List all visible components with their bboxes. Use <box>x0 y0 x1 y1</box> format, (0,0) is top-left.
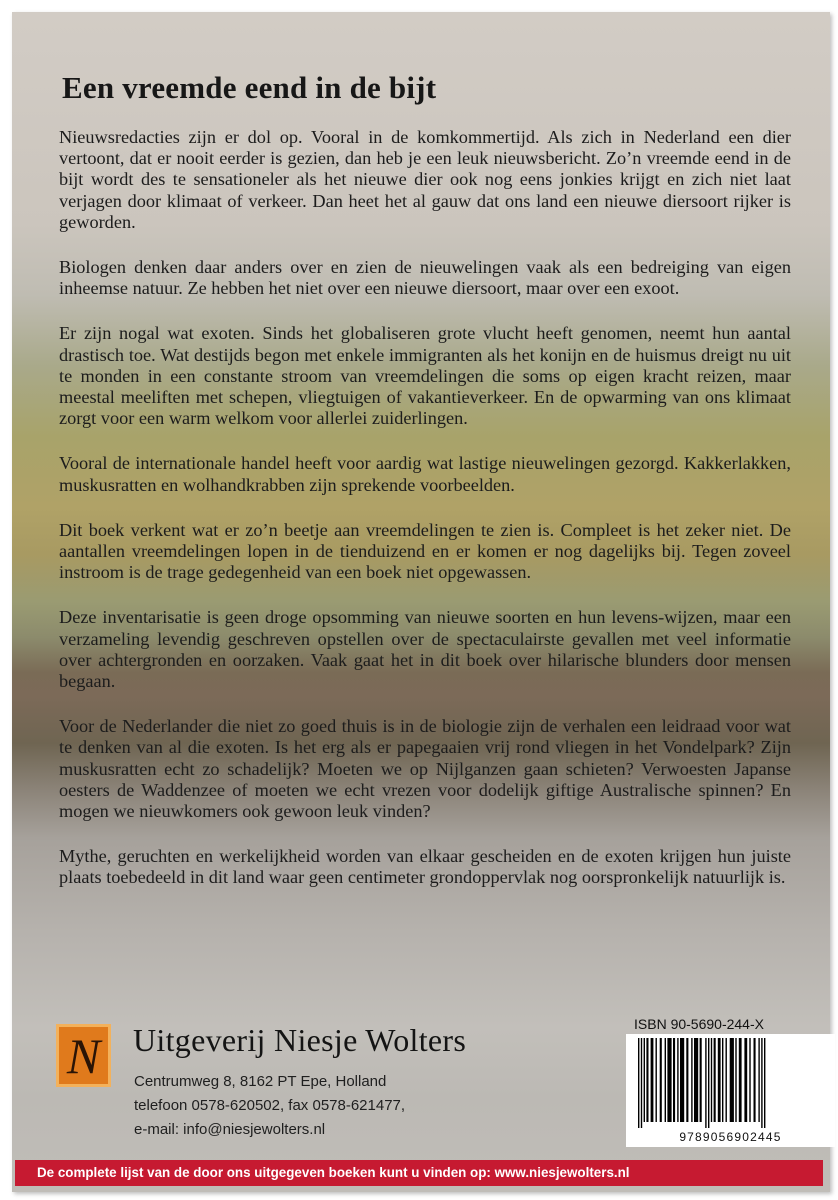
blurb-paragraph: Biologen denken daar anders over en zien de nieuwelingen vaak als een bedreiging van eigen inheemse natuur. Ze hebben het niet over een nieuwe diersoort, maar over een exoot. <box>59 257 791 299</box>
website-banner <box>15 1160 823 1186</box>
book-title: Een vreemde eend in de bijt <box>62 70 437 105</box>
isbn-label: ISBN 90-5690-244-X <box>634 1016 764 1032</box>
blurb-paragraph: Er zijn nogal wat exoten. Sinds het globaliseren grote vlucht heeft genomen, neemt hun aantal drastisch toe. Wat destijds begon met enkele immigranten als het konijn en de huismus dreigt nu uit te monden in een constante stroom van vreemdelingen die soms op eigen kracht reizen, maar meestal meeliften met schepen, vliegtuigen of vakantieverkeer. En de opwarming van ons klimaat zorgt voor een warm welkom voor allerlei zuiderlingen. <box>59 323 791 429</box>
blurb-paragraph: Vooral de internationale handel heeft voor aardig wat lastige nieuwelingen gezorgd. Kakkerlakken, muskusratten en wolhandkrabben zijn sprekende voorbeelden. <box>59 453 791 495</box>
blurb-paragraph: Nieuwsredacties zijn er dol op. Vooral in de komkommertijd. Als zich in Nederland een dier vertoont, dat er nooit eerder is gezien, dan heb je een leuk nieuwsbericht. Zo’n vreemde eend in de bijt wordt des te sensationeler als het nieuwe dier ook nog eens jonkies krijgt en zich niet laat verjagen door klimaat of verkeer. Dan heet het al gauw dat ons land een nieuwe diersoort rijker is geworden. <box>59 127 791 232</box>
publisher-email: e-mail: info@niesjewolters.nl <box>134 1121 326 1138</box>
blurb-paragraph: Voor de Nederlander die niet zo goed thuis is in de biologie zijn de verhalen een leidraad voor wat te denken van al die exoten. Is het erg als er papegaaien vrij rond vliegen in het Vondelpark? Zijn muskusratten echt zo schadelijk? Moeten we op Nijlganzen gaan schieten? Verwoesten Japanse oesters de Waddenzee of moeten we echt vrezen voor dodelijk giftige Australische spinnen? En mogen we nieuwkomers ook gewoon leuk vinden? <box>59 716 791 822</box>
publisher-logo-letter: N <box>66 1027 101 1084</box>
blurb-paragraph: Deze inventarisatie is geen droge opsomming van nieuwe soorten en hun levens-wijzen, maar een verzameling levendig geschreven opstellen over de spectaculairste gevallen met veel informatie over achtergronden en oorzaken. Vaak gaat het in dit boek over hilarische blunders door mensen begaan. <box>59 607 791 692</box>
blurb-paragraph: Mythe, geruchten en werkelijkheid worden van elkaar gescheiden en de exoten krijgen hun juiste plaats toebedeeld in dit land waar geen centimeter grondoppervlak nog oorspronkelijk natuurlijk is. <box>59 846 791 888</box>
publisher-phone: telefoon 0578-620502, fax 0578-621477, <box>134 1097 406 1114</box>
blurb-text <box>59 127 791 913</box>
publisher-logo <box>56 1024 111 1087</box>
publisher-address: Centrumweg 8, 8162 PT Epe, Holland <box>134 1073 387 1090</box>
publisher-name: Uitgeverij Niesje Wolters <box>133 1022 467 1058</box>
barcode <box>626 1034 835 1147</box>
banner-text: De complete lijst van de door ons uitgegeven boeken kunt u vinden op: www.niesjewolters.nl <box>37 1165 630 1180</box>
blurb-paragraph: Dit boek verkent wat er zo’n beetje aan vreemdelingen te zien is. Compleet is het zeker niet. De aantallen vreemdelingen lopen in de tienduizend en er komen er nog dagelijks bij. Tegen zoveel instroom is de trage gedegenheid van een boek niet opgewassen. <box>59 519 791 583</box>
barcode-bars <box>634 1038 827 1130</box>
barcode-number: 9789056902445 <box>679 1130 782 1144</box>
book-back-cover <box>12 12 830 1192</box>
